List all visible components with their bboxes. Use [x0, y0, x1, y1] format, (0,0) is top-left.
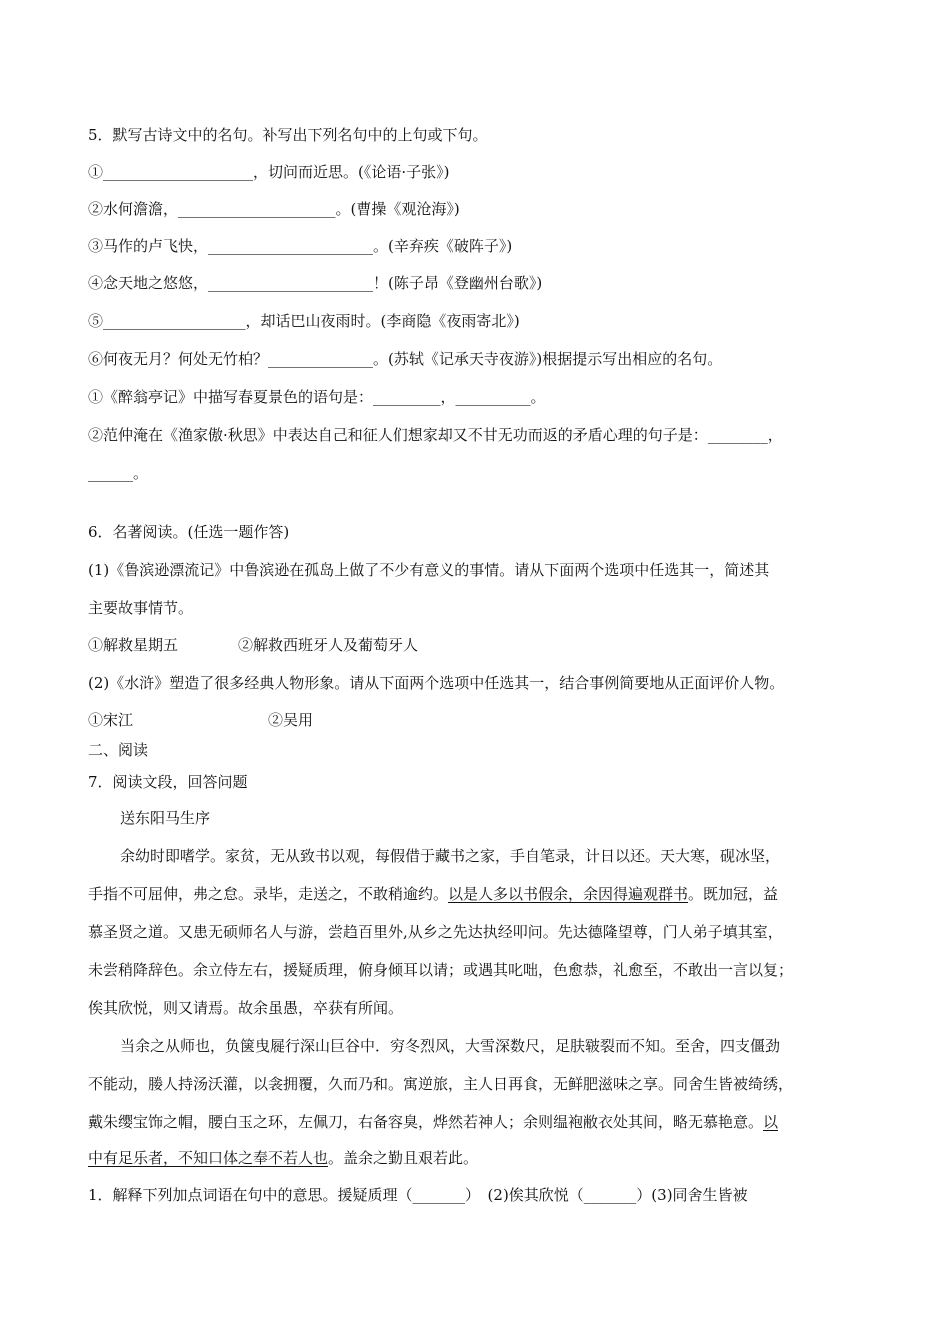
q5-line-4: ④念天地之悠悠，______________________！(陈子昂《登幽州台歌》) — [88, 274, 543, 292]
q7-heading: 7．阅读文段，回答问题 — [88, 773, 248, 791]
q5-line-8: ②范仲淹在《渔家傲·秋思》中表达自己和征人们想家却又不甘无功而返的矛盾心理的句子是：________， — [88, 426, 783, 444]
q6-option-1b: ②解救西班牙人及葡萄牙人 — [238, 636, 419, 654]
passage-text: 手指不可屈伸，弗之怠。录毕，走送之，不敢稍逾约。 — [88, 885, 449, 903]
passage-p2-line-4 — [88, 1148, 880, 1168]
q5-line-6: ⑥何夜无月？何处无竹柏？______________。(苏轼《记承天寺夜游》)根据提示写出相应的名句。 — [88, 350, 723, 368]
underlined-sentence: 以是人多以书假余，余因得遍观群书 — [448, 885, 689, 903]
q5-line-3: ③马作的卢飞快，______________________。(辛弃疾《破阵子》) — [88, 237, 513, 255]
q6-option-2b: ②吴用 — [268, 711, 314, 729]
q5-line-2: ②水何澹澹，_____________________。(曹操《观沧海》) — [88, 200, 460, 218]
passage-p2-line-1: 当余之从师也，负箧曳屣行深山巨谷中．穷冬烈风，大雪深数尺，足肤皲裂而不知。至舍，四支僵劲 — [120, 1037, 781, 1055]
passage-p2-line-2: 不能动，媵人持汤沃灌，以衾拥覆，久而乃和。寓逆旅，主人日再食，无鲜肥滋味之享。同舍生皆被绮绣， — [88, 1075, 794, 1093]
passage-text: 。盖余之勤且艰若此。 — [328, 1149, 479, 1167]
q6-line-3: (2)《水浒》塑造了很多经典人物形象。请从下面两个选项中任选其一，结合事例简要地从正面评价人物。 — [88, 674, 785, 692]
q6-options-1 — [88, 635, 880, 655]
q5-line-9: ______。 — [88, 464, 149, 482]
q6-option-1a: ①解救星期五 — [88, 636, 179, 654]
q6-options-2 — [88, 710, 880, 730]
q5-line-7: ①《醉翁亭记》中描写春夏景色的语句是：_________，__________。 — [88, 388, 546, 406]
passage-text: 戴朱缨宝饰之帽，腰白玉之环，左佩刀，右备容臭，烨然若神人；余则缊袍敝衣处其间，略无慕艳意。 — [88, 1113, 764, 1131]
passage-p1-line-2 — [88, 884, 880, 904]
underlined-sentence: 中有足乐者，不知口体之奉不若人也 — [88, 1149, 329, 1167]
passage-text: 。既加冠，益 — [688, 885, 779, 903]
passage-p1-line-4: 未尝稍降辞色。余立侍左右，援疑质理，俯身倾耳以请；或遇其叱咄，色愈恭，礼愈至，不敢出一言以复； — [88, 961, 794, 979]
q6-option-2a: ①宋江 — [88, 711, 134, 729]
passage-p1-line-5: 俟其欣悦，则又请焉。故余虽愚，卒获有所闻。 — [88, 999, 404, 1017]
q5-line-1: ①____________________，切问而近思。(《论语·子张》) — [88, 163, 450, 181]
passage-p1-line-3: 慕圣贤之道。又患无硕师名人与游，尝趋百里外,从乡之先达执经叩问。先达德隆望尊，门人弟子填其室， — [88, 923, 783, 941]
underlined-sentence: 以 — [763, 1113, 779, 1131]
q7-subquestion-1: 1．解释下列加点词语在句中的意思。援疑质理（_______） (2)俟其欣悦（_______）(3)同舍生皆被 — [88, 1186, 748, 1204]
q6-heading: 6．名著阅读。(任选一题作答) — [88, 523, 290, 541]
q5-line-5: ⑤___________________，却话巴山夜雨时。(李商隐《夜雨寄北》) — [88, 312, 520, 330]
q5-heading: 5．默写古诗文中的名句。补写出下列名句中的上句或下句。 — [88, 126, 488, 144]
passage-p1-line-1: 余幼时即嗜学。家贫，无从致书以观，每假借于藏书之家，手自笔录，计日以还。天大寒，砚冰坚， — [120, 847, 781, 865]
passage-title: 送东阳马生序 — [120, 809, 211, 827]
section-heading: 二、阅读 — [88, 741, 149, 759]
q6-line-1: (1)《鲁滨逊漂流记》中鲁滨逊在孤岛上做了不少有意义的事情。请从下面两个选项中任选其一，简述其 — [88, 561, 770, 579]
passage-p2-line-3 — [88, 1112, 880, 1132]
q6-line-2: 主要故事情节。 — [88, 599, 194, 617]
